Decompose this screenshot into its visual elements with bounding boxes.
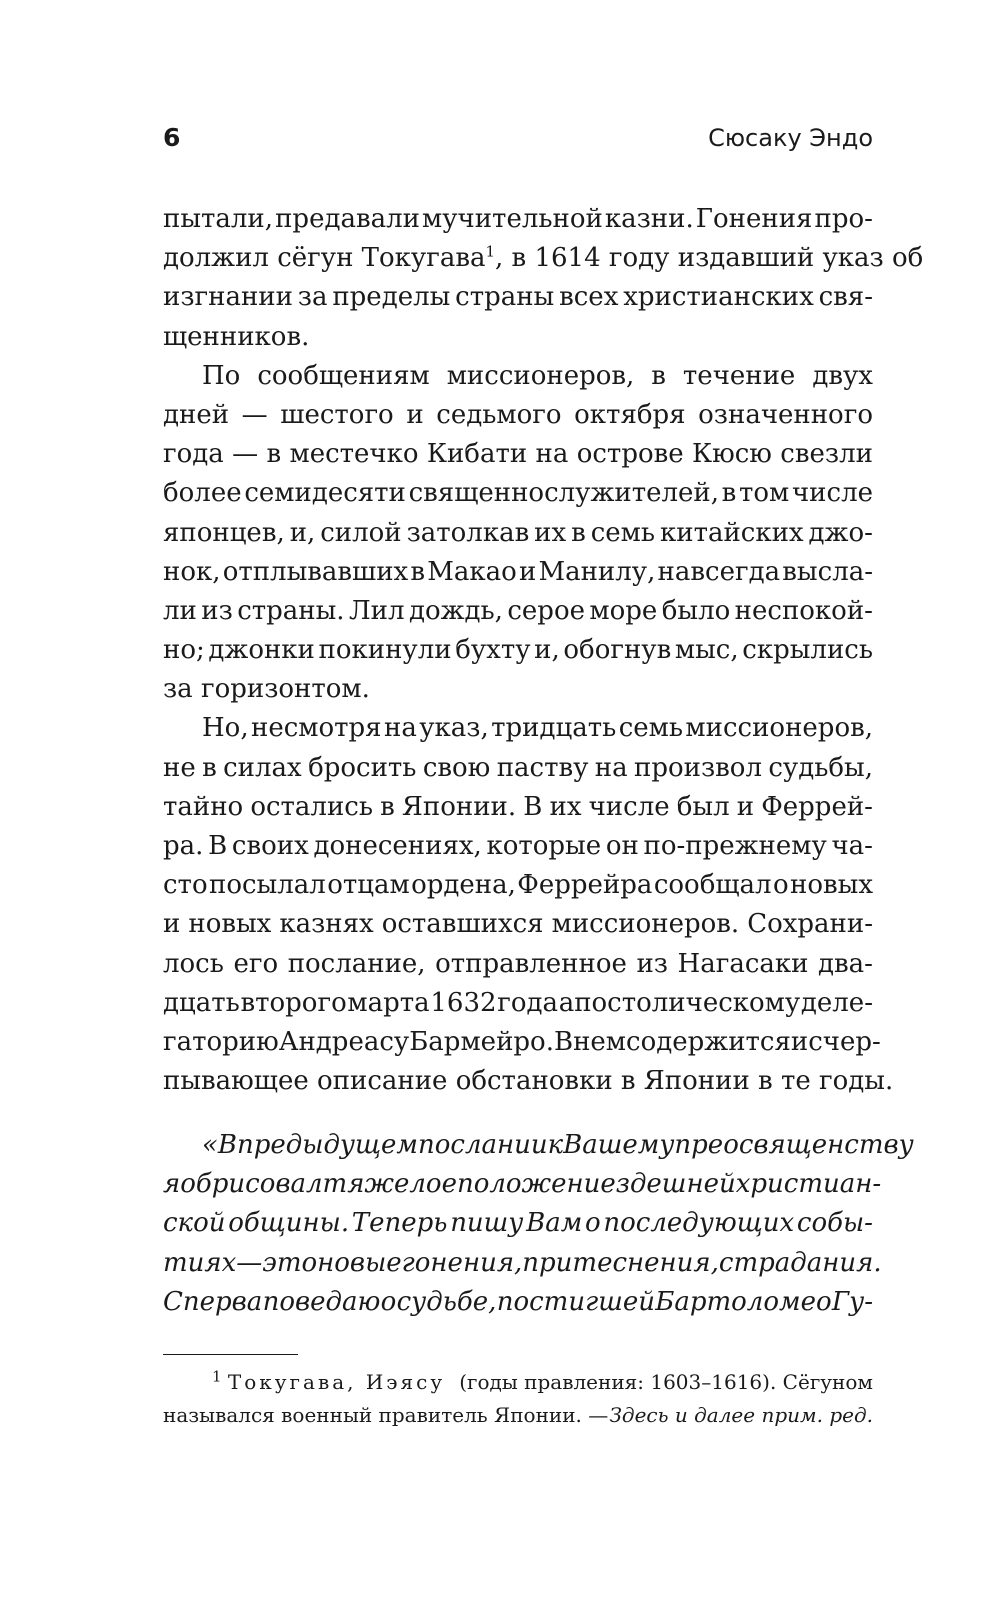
word: о	[772, 870, 789, 901]
word: последующих	[603, 1208, 795, 1239]
word: Бармейро.	[409, 1026, 554, 1057]
word: обрисовал	[180, 1169, 323, 1200]
text-line	[163, 474, 873, 513]
word: течение	[682, 360, 796, 391]
word: предавали	[275, 204, 420, 234]
word: он	[605, 831, 639, 861]
word: более	[163, 478, 242, 509]
text-line	[163, 749, 873, 788]
word: Феррейра	[517, 870, 653, 901]
word: на	[535, 439, 569, 470]
word: ча-	[831, 831, 873, 861]
word: в	[380, 791, 395, 822]
word: преосвященству	[674, 1130, 914, 1160]
word: в	[202, 752, 217, 783]
word: Андреасу	[278, 1026, 410, 1057]
text-line	[163, 1023, 881, 1062]
word: японцев,	[163, 517, 285, 548]
text-line-with-footnote-ref	[163, 239, 924, 278]
text-line	[163, 631, 873, 670]
word: дцать	[163, 987, 240, 1018]
word: Гу-	[831, 1286, 873, 1317]
quote-line	[163, 1244, 882, 1283]
word: тайно	[163, 791, 244, 822]
word: Феррей-	[761, 791, 873, 822]
word: силой	[320, 517, 402, 548]
word: числе	[791, 478, 873, 509]
text-line	[163, 788, 873, 827]
word: страны	[455, 282, 555, 313]
word: посылал	[209, 870, 326, 901]
word: послание,	[287, 948, 426, 979]
word: послании	[417, 1130, 548, 1160]
word: джо-	[808, 517, 873, 548]
word: нок,	[163, 556, 221, 587]
word: притеснения,	[522, 1247, 719, 1278]
word: в	[651, 360, 666, 391]
word: свя-	[818, 282, 873, 313]
word: отплывавших	[222, 556, 409, 587]
word: В	[553, 1026, 574, 1057]
word: отправленное	[435, 948, 627, 979]
word: сообщениям	[257, 360, 430, 391]
word: про-	[814, 204, 873, 234]
word: ордена,	[411, 870, 516, 901]
word: скрылись	[742, 635, 873, 666]
word: остались	[250, 791, 373, 822]
word: мыс,	[674, 635, 739, 666]
word: том	[739, 478, 790, 509]
word: страны.	[237, 595, 345, 626]
word: его	[233, 948, 279, 979]
word: В	[208, 831, 228, 861]
word: гонения,	[401, 1247, 523, 1278]
word: из	[201, 595, 233, 626]
word: был	[676, 791, 730, 822]
footnote-text: (годы правления: 1603–1616). Сёгуном	[459, 1370, 873, 1394]
text-fragment: , в 1614 году издавший указ об	[495, 243, 924, 274]
text-line	[163, 396, 873, 435]
word: острове	[576, 439, 684, 470]
word: общины.	[228, 1208, 350, 1239]
footnote-reference[interactable]: 1	[485, 242, 496, 261]
text-line	[163, 905, 873, 944]
word: означенного	[698, 399, 873, 430]
text-line	[163, 592, 873, 631]
word: обогнув	[563, 635, 672, 666]
word: постигшей	[496, 1286, 655, 1317]
word: Макао	[427, 556, 517, 587]
text-line	[163, 553, 873, 592]
word: затолкав	[406, 517, 530, 548]
paragraph-first-line	[163, 357, 873, 396]
word: и	[406, 399, 424, 430]
word: было	[661, 595, 731, 626]
footnote-number: 1	[212, 1367, 222, 1386]
word: новых	[790, 870, 873, 901]
word: бросить	[308, 752, 417, 783]
word: Кюсю	[691, 439, 772, 470]
word: неспокой-	[734, 595, 873, 626]
word: миссионеров.	[551, 909, 740, 940]
footnote-separator	[163, 1354, 298, 1355]
word: два-	[818, 948, 873, 979]
word: миссионеров,	[446, 360, 635, 391]
word: поведаю	[262, 1286, 381, 1317]
word: семидесяти	[244, 478, 406, 509]
word: и	[736, 791, 755, 822]
word: апостолическому	[558, 987, 801, 1018]
word: несмотря	[251, 713, 382, 744]
word: двух	[812, 360, 873, 391]
word: серое	[507, 595, 585, 626]
word: и,	[534, 635, 560, 666]
word: миссионеров,	[685, 713, 873, 744]
text-fragment: должил сёгун Токугава$^1$	[163, 242, 496, 274]
word: указ,	[419, 713, 489, 744]
word: Гонения	[695, 204, 813, 234]
word: из	[636, 948, 668, 979]
word: ли	[163, 595, 197, 626]
word: мучительной	[422, 204, 603, 234]
word: о	[380, 1286, 397, 1317]
word: оставшихся	[381, 909, 544, 940]
word: Манилу,	[538, 556, 656, 587]
word: и	[163, 909, 181, 940]
word: их	[549, 791, 582, 822]
word: октября	[574, 399, 686, 430]
quote-line	[163, 1165, 882, 1204]
word: Сперва	[163, 1286, 263, 1317]
word: деле-	[800, 987, 873, 1018]
word: пределы	[332, 282, 451, 313]
word: нем	[573, 1026, 627, 1057]
word: пытали,	[163, 204, 274, 234]
word: Сохрани-	[747, 909, 873, 940]
word: числе	[588, 791, 670, 822]
word: Но,	[202, 713, 249, 744]
quote-line	[163, 1204, 873, 1243]
word: шестого	[280, 399, 394, 430]
word: на	[384, 713, 417, 744]
word: и,	[289, 517, 316, 548]
word: священнослужителей,	[408, 478, 719, 509]
word: в	[266, 439, 282, 470]
word: всех	[559, 282, 619, 313]
word: в	[410, 556, 426, 587]
word: сто	[163, 870, 208, 901]
word: джонки	[208, 635, 315, 666]
word: тридцать	[491, 713, 617, 744]
text-line: пывающее описание обстановки в Японии в те годы.	[163, 1066, 894, 1097]
footnote-term: Токугава, Иэясу	[227, 1370, 446, 1394]
word: Японии.	[401, 791, 517, 822]
word: В	[523, 791, 543, 822]
body-text	[163, 200, 924, 1101]
text-line	[163, 200, 873, 239]
word: тяжелое	[322, 1169, 457, 1200]
word: ра.	[163, 831, 204, 861]
word: —	[232, 439, 259, 470]
word: новые	[317, 1247, 402, 1278]
word: положение	[456, 1169, 616, 1200]
word: изгнании	[163, 282, 293, 313]
word: море	[589, 595, 658, 626]
word: в	[571, 517, 586, 548]
word: года	[163, 439, 224, 470]
word: по-прежнему	[643, 831, 827, 861]
word: —	[241, 399, 268, 430]
word: высла-	[782, 556, 873, 587]
footnote-head	[212, 1366, 445, 1399]
word: семь	[618, 713, 684, 744]
word: года	[497, 987, 559, 1018]
word: второго	[240, 987, 347, 1018]
word: христиан-	[735, 1169, 882, 1200]
paragraph-first-line	[163, 709, 873, 748]
word: произвол	[634, 752, 762, 783]
word: 1632	[430, 987, 497, 1018]
word: в	[721, 478, 737, 509]
text-line	[163, 866, 873, 905]
word: свою	[422, 752, 491, 783]
word: силах	[223, 752, 302, 783]
word: семь	[590, 517, 656, 548]
running-head-author: Сюсаку Эндо	[708, 124, 873, 152]
word: и	[518, 556, 537, 587]
word: новых	[188, 909, 272, 940]
quoted-letter	[163, 1126, 914, 1322]
text-line: за горизонтом.	[163, 674, 370, 705]
word: бухту	[455, 635, 531, 666]
word: не	[163, 752, 196, 783]
word: Вам	[526, 1208, 583, 1239]
word: Вашему	[563, 1130, 675, 1160]
text-line	[163, 827, 873, 866]
text-line	[163, 514, 873, 553]
word: Кибати	[426, 439, 528, 470]
word: здешней	[615, 1169, 736, 1200]
word: дождь,	[408, 595, 503, 626]
word: ской	[163, 1208, 226, 1239]
text-line	[163, 278, 873, 317]
word: я	[163, 1169, 181, 1200]
word: судьбе,	[396, 1286, 497, 1317]
word: исчер-	[790, 1026, 881, 1057]
page-number: 6	[163, 123, 181, 152]
word: дней	[163, 399, 230, 430]
word: предыдущем	[237, 1130, 418, 1160]
word: но;	[163, 635, 205, 666]
word: содержится	[626, 1026, 791, 1057]
word: отцам	[327, 870, 410, 901]
word: о	[585, 1208, 601, 1239]
word: христианских	[623, 282, 814, 313]
quote-first-line	[163, 1126, 914, 1165]
word: которые	[486, 831, 602, 861]
page-header	[163, 118, 873, 158]
word: местечко	[289, 439, 419, 470]
word: своих	[231, 831, 309, 861]
text-line	[163, 984, 873, 1023]
quote-line	[163, 1283, 873, 1322]
word: Нагасаки	[677, 948, 809, 979]
word: —	[236, 1247, 263, 1278]
word: страдания.	[718, 1247, 882, 1278]
word: сообщал	[653, 870, 772, 901]
footnote-line	[163, 1399, 873, 1432]
word: на	[594, 752, 628, 783]
text-line	[163, 435, 873, 474]
word: Бартоломео	[655, 1286, 832, 1317]
word: марта	[347, 987, 430, 1018]
text-line	[163, 945, 873, 984]
word: казни.	[604, 204, 694, 234]
word: собы-	[796, 1208, 873, 1239]
word: китайских	[659, 517, 804, 548]
word: гаторию	[163, 1026, 279, 1057]
word: лось	[163, 948, 224, 979]
word: Теперь	[351, 1208, 448, 1239]
word: донесениях,	[313, 831, 482, 861]
word: это	[262, 1247, 318, 1278]
footnote-line	[163, 1366, 873, 1399]
word: навсегда	[657, 556, 781, 587]
word: за	[297, 282, 328, 313]
word: По	[202, 360, 241, 391]
word: Лил	[348, 595, 405, 626]
word: пишу	[450, 1208, 524, 1239]
word: судьбы,	[768, 752, 873, 783]
word: «В	[202, 1130, 238, 1160]
word: покинули	[318, 635, 452, 666]
word: казнях	[279, 909, 374, 940]
footnote	[163, 1366, 873, 1432]
word: их	[534, 517, 567, 548]
word: свезли	[780, 439, 873, 470]
word: к	[547, 1130, 564, 1160]
footnote-editor-note: Здесь и далее прим. ред.	[609, 1403, 873, 1427]
word: паству	[496, 752, 589, 783]
text-line: щенников.	[163, 321, 310, 352]
footnote-text: назывался военный правитель Японии. —	[163, 1403, 609, 1427]
word: тиях	[163, 1247, 237, 1278]
word: седьмого	[436, 399, 562, 430]
